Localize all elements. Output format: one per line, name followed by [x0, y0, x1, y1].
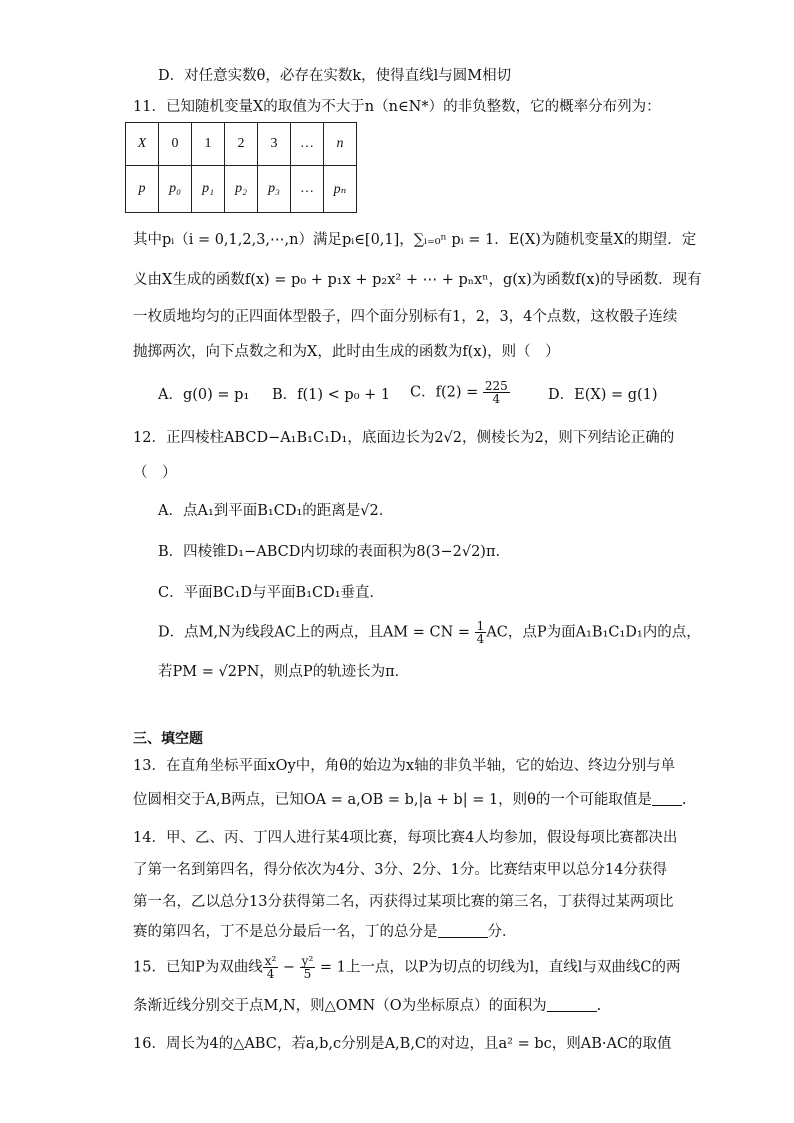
- table-cell: …: [291, 123, 324, 166]
- table-cell: p₂: [225, 166, 258, 213]
- q11-option-c: [410, 380, 510, 405]
- q14-line1: 14．甲、乙、丙、丁四人进行某4项比赛，每项比赛4人均参加，假设每项比赛都决出: [133, 830, 678, 846]
- q11-stem-line1: 11．已知随机变量X的取值为不大于n（n∈N*）的非负整数，它的概率分布列为：: [133, 99, 661, 115]
- q13-line2-text: 位圆相交于A,B两点，已知OA = a,OB = b,|a + b| = 1，则θ的一个可能取值是: [133, 792, 652, 808]
- q15-line2: 条渐近线分别交于点M,N，则△OMN（O为坐标原点）的面积为 .: [133, 998, 602, 1014]
- fraction-denominator: 4: [266, 967, 275, 981]
- q11-line2: 其中pᵢ（i = 0,1,2,3,⋯,n）满足pᵢ∈[0,1]，∑ᵢ₌₀ⁿ pᵢ = 1．E(X)为随机变量X的期望．定: [133, 232, 697, 248]
- q12-option-d-prefix: D．点M,N为线段AC上的两点，且AM = CN =: [158, 624, 475, 641]
- table-cell: 1: [192, 123, 225, 166]
- q15-suffix: = 1上一点，以P为切点的切线为l，直线l与双曲线C的两: [315, 959, 681, 976]
- table-cell: pₙ: [324, 166, 357, 213]
- q11-option-a: A．g(0) = p₁: [158, 387, 250, 403]
- q12-option-d: [158, 620, 701, 645]
- table-cell: p₃: [258, 166, 291, 213]
- q12-option-b: B．四棱锥D₁−ABCD内切球的表面积为8(3−2√2)π．: [158, 544, 510, 560]
- fraction: [263, 955, 279, 980]
- q14-line4: [133, 922, 517, 942]
- fraction-denominator: 5: [303, 967, 312, 981]
- table-row: [126, 166, 357, 213]
- fraction-numerator: 1: [476, 619, 485, 633]
- fraction-numerator: 225: [484, 379, 508, 393]
- fraction-numerator: y²: [301, 954, 314, 968]
- table-cell: …: [291, 166, 324, 213]
- q12-stem-line1: 12．正四棱柱ABCD−A₁B₁C₁D₁，底面边长为2√2，侧棱长为2，则下列结论正确的: [133, 430, 675, 446]
- fraction-denominator: 4: [476, 632, 485, 646]
- table-cell: 0: [159, 123, 192, 166]
- table-cell: p: [126, 166, 159, 213]
- q12-option-d-suffix: AC，点P为面A₁B₁C₁D₁内的点，: [486, 624, 701, 641]
- q11-line5: 抛掷两次，向下点数之和为X，此时由生成的函数为f(x)，则（ ）: [133, 344, 560, 360]
- fraction-denominator: 4: [492, 392, 501, 406]
- q12-option-d-line2: 若PM = √2PN，则点P的轨迹长为π．: [158, 664, 410, 680]
- q16-line1: 16．周长为4的△ABC，若a,b,c分别是A,B,C的对边，且a² = bc，则AB·AC的取值: [133, 1036, 672, 1052]
- section-heading-fill-in: 三、填空题: [133, 731, 203, 747]
- table-cell: p₀: [159, 166, 192, 213]
- minus-sign: −: [278, 959, 300, 976]
- answer-blank: [652, 791, 682, 806]
- table-cell: 3: [258, 123, 291, 166]
- q12-stem-line2: （ ）: [133, 465, 177, 481]
- table-cell: p₁: [192, 166, 225, 213]
- answer-blank: [438, 923, 488, 938]
- table-cell: n: [324, 123, 357, 166]
- q15-line1: [133, 955, 680, 980]
- fraction: [475, 620, 487, 645]
- q15-prefix: 15．已知P为双曲线: [133, 959, 263, 976]
- q11-option-c-prefix: C．f(2) =: [410, 384, 483, 401]
- probability-distribution-table: [125, 122, 357, 213]
- q13-line2: 位圆相交于A,B两点，已知OA = a,OB = b,|a + b| = 1，则θ的一个可能取值是 .: [133, 792, 687, 808]
- q11-line4: 一枚质地均匀的正四面体型骰子，四个面分别标有1，2，3，4个点数，这枚骰子连续: [133, 309, 678, 325]
- answer-blank: [547, 997, 597, 1012]
- fraction: [300, 955, 316, 980]
- q12-option-c: C．平面BC₁D与平面B₁CD₁垂直．: [158, 585, 385, 601]
- fraction-numerator: x²: [264, 954, 277, 968]
- q11-option-d: D．E(X) = g(1): [548, 387, 658, 403]
- table-cell: 2: [225, 123, 258, 166]
- table-cell: X: [126, 123, 159, 166]
- table-row: [126, 123, 357, 166]
- q10-option-d: D．对任意实数θ，必存在实数k，使得直线l与圆M相切: [158, 68, 512, 84]
- q11-option-b: B．f(1) < p₀ + 1: [272, 387, 391, 403]
- q14-line4-suffix: 分．: [487, 924, 517, 940]
- fraction: [483, 380, 510, 405]
- q11-line3: 义由X生成的函数f(x) = p₀ + p₁x + p₂x² + ⋯ + pₙxⁿ，g(x)为函数f(x)的导函数．现有: [133, 272, 702, 288]
- q14-line2: 了第一名到第四名，得分依次为4分、3分、2分、1分。比赛结束甲以总分14分获得: [133, 862, 667, 878]
- q12-option-a: A．点A₁到平面B₁CD₁的距离是√2．: [158, 503, 394, 519]
- q14-line3: 第一名，乙以总分13分获得第二名，丙获得过某项比赛的第三名，丁获得过某两项比: [133, 894, 674, 910]
- q13-line1: 13．在直角坐标平面xOy中，角θ的始边为x轴的非负半轴，它的始边、终边分别与单: [133, 758, 676, 774]
- q15-line2-text: 条渐近线分别交于点M,N，则△OMN（O为坐标原点）的面积为: [133, 998, 547, 1014]
- q14-line4-text: 赛的第四名，丁不是总分最后一名，丁的总分是: [133, 924, 438, 940]
